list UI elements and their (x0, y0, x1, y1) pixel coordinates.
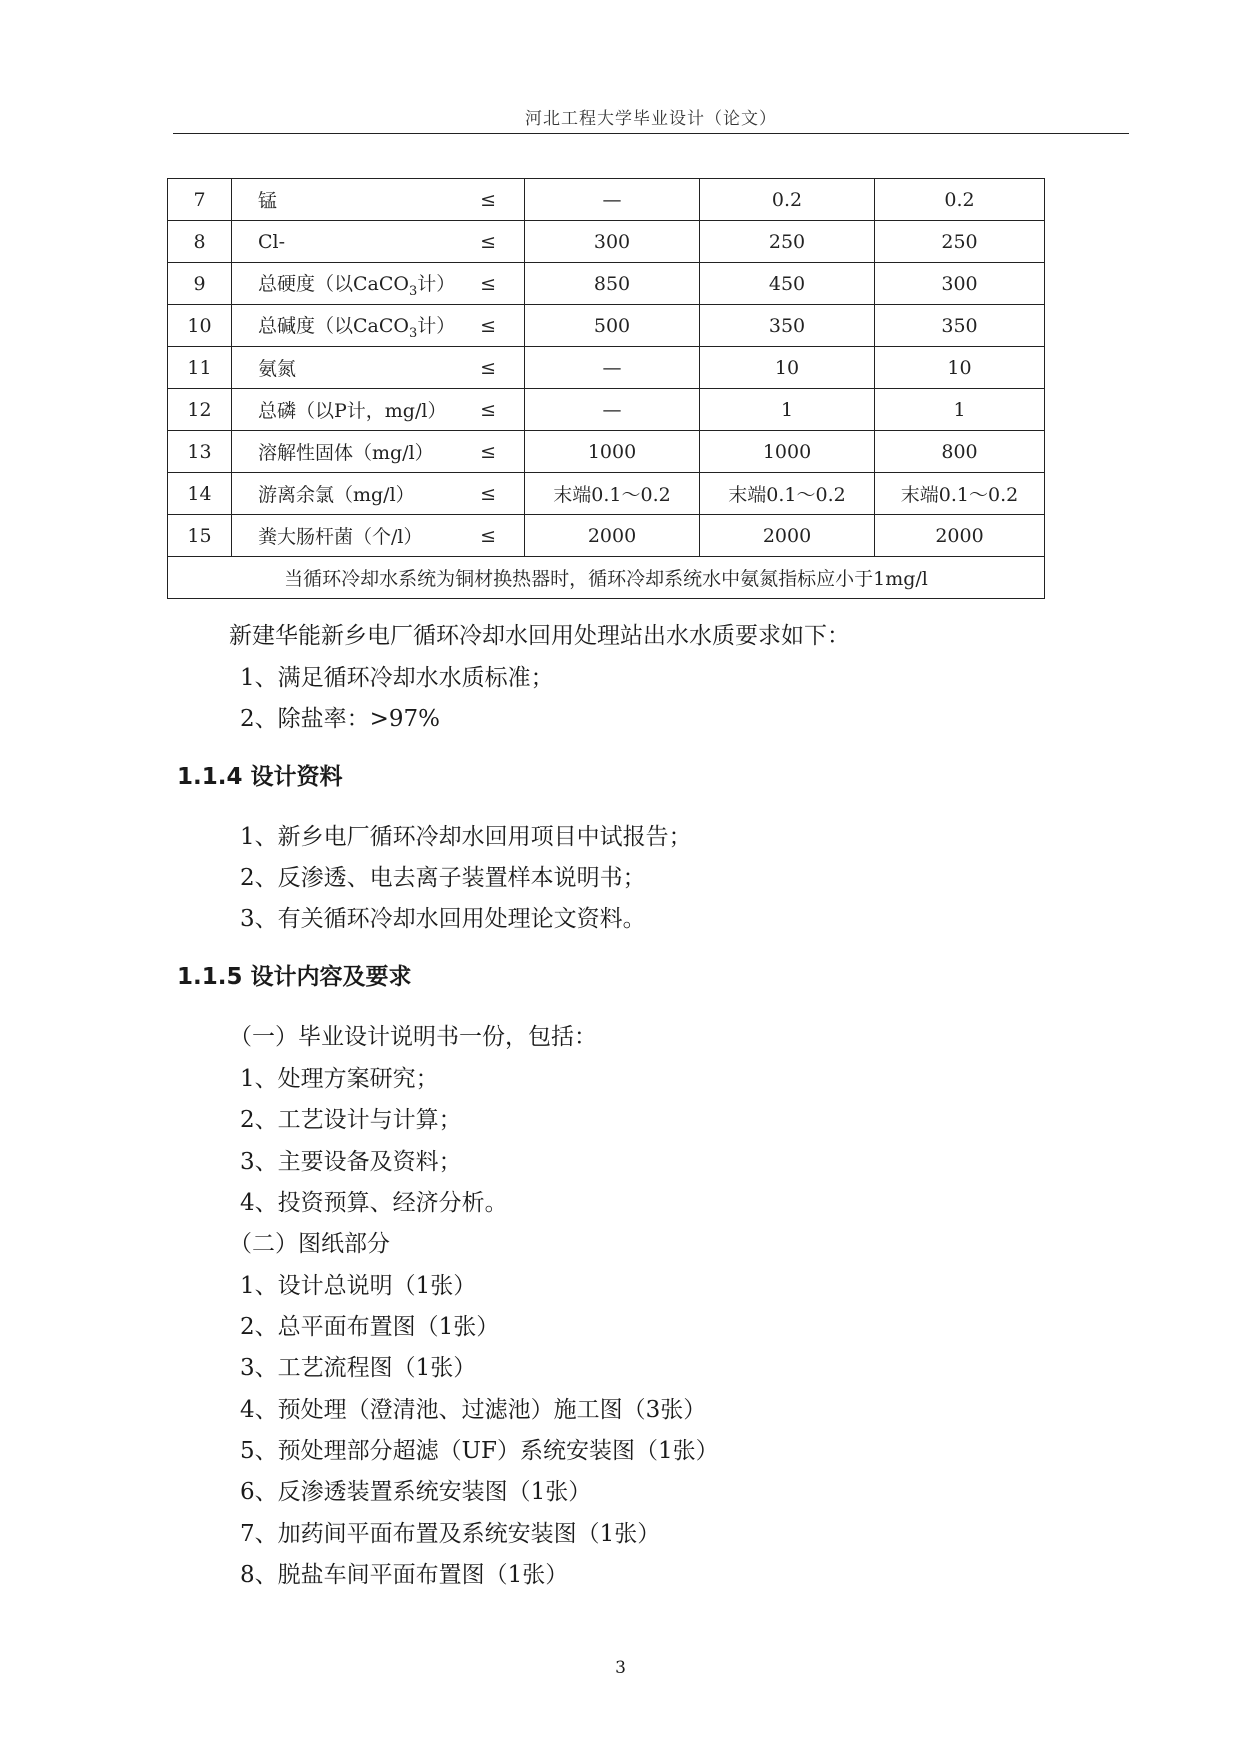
item-cell (232, 515, 525, 557)
section-heading-1-1-4: 1.1.4 设计资料 (177, 764, 343, 790)
table-note-row (168, 557, 1045, 599)
le-symbol: ≤ (480, 524, 496, 547)
item-name: 总碱度（以CaCO (258, 314, 409, 337)
reference-3: 3、有关循环冷却水回用处理论文资料。 (240, 906, 646, 932)
le-symbol: ≤ (480, 188, 496, 211)
value-cell: 350 (700, 305, 875, 347)
row-number: 9 (168, 263, 232, 305)
value-cell: 1 (875, 389, 1045, 431)
page-header: 河北工程大学毕业设计（论文） (525, 109, 777, 129)
table-row (168, 389, 1045, 431)
part-1-title: （一）毕业设计说明书一份，包括： (229, 1024, 597, 1050)
row-number: 11 (168, 347, 232, 389)
value-cell: 850 (525, 263, 700, 305)
part-2-item-5: 5、预处理部分超滤（UF）系统安装图（1张） (240, 1438, 719, 1464)
part-2-item-8: 8、脱盐车间平面布置图（1张） (240, 1562, 569, 1588)
part-2-item-4: 4、预处理（澄清池、过滤池）施工图（3张） (240, 1397, 707, 1423)
value-cell: 1000 (525, 431, 700, 473)
item-name: Cl- (258, 230, 286, 253)
row-number: 14 (168, 473, 232, 515)
le-symbol: ≤ (480, 356, 496, 379)
value-cell: 2000 (700, 515, 875, 557)
value-cell: 10 (875, 347, 1045, 389)
table-row (168, 221, 1045, 263)
item-cell (232, 347, 525, 389)
item-cell (232, 263, 525, 305)
value-cell: — (525, 179, 700, 221)
requirement-2: 2、除盐率：>97% (240, 706, 441, 732)
header-rule (173, 133, 1129, 134)
row-number: 7 (168, 179, 232, 221)
value-cell: 350 (875, 305, 1045, 347)
value-cell: — (525, 347, 700, 389)
item-name: 游离余氯（mg/l） (258, 484, 415, 506)
row-number: 15 (168, 515, 232, 557)
item-cell (232, 179, 525, 221)
value-cell: 250 (700, 221, 875, 263)
value-cell: 1000 (700, 431, 875, 473)
le-symbol: ≤ (480, 314, 496, 337)
item-cell (232, 431, 525, 473)
le-symbol: ≤ (480, 482, 496, 505)
item-cell (232, 221, 525, 263)
intro-paragraph: 新建华能新乡电厂循环冷却水回用处理站出水水质要求如下： (229, 623, 850, 649)
part-2-item-3: 3、工艺流程图（1张） (240, 1355, 477, 1381)
section-heading-1-1-5: 1.1.5 设计内容及要求 (177, 964, 412, 990)
part-2-item-7: 7、加药间平面布置及系统安装图（1张） (240, 1521, 661, 1547)
item-suffix: 计） (417, 272, 456, 295)
part-1-item-2: 2、工艺设计与计算； (240, 1107, 462, 1133)
part-2-item-6: 6、反渗透装置系统安装图（1张） (240, 1479, 592, 1505)
item-name: 锰 (258, 190, 278, 212)
part-2-title: （二）图纸部分 (229, 1231, 390, 1257)
value-cell: 末端0.1～0.2 (525, 473, 700, 515)
le-symbol: ≤ (480, 272, 496, 295)
row-number: 8 (168, 221, 232, 263)
le-symbol: ≤ (480, 398, 496, 421)
page-number: 3 (615, 1658, 626, 1678)
item-cell (232, 305, 525, 347)
value-cell: 末端0.1～0.2 (700, 473, 875, 515)
part-1-item-3: 3、主要设备及资料； (240, 1149, 462, 1175)
part-1-item-4: 4、投资预算、经济分析。 (240, 1190, 508, 1216)
value-cell: 250 (875, 221, 1045, 263)
table-row (168, 515, 1045, 557)
table-row (168, 473, 1045, 515)
value-cell: 800 (875, 431, 1045, 473)
table-row (168, 347, 1045, 389)
value-cell: 300 (525, 221, 700, 263)
item-subscript: 3 (408, 283, 418, 299)
row-number: 10 (168, 305, 232, 347)
table-row (168, 305, 1045, 347)
value-cell: 0.2 (700, 179, 875, 221)
item-name: 总磷（以P计，mg/l） (258, 400, 447, 422)
table-row (168, 431, 1045, 473)
table-row (168, 263, 1045, 305)
part-1-item-1: 1、处理方案研究； (240, 1066, 439, 1092)
part-2-item-1: 1、设计总说明（1张） (240, 1273, 477, 1299)
value-cell: 末端0.1～0.2 (875, 473, 1045, 515)
le-symbol: ≤ (480, 440, 496, 463)
value-cell: 500 (525, 305, 700, 347)
item-cell (232, 389, 525, 431)
value-cell: 1 (700, 389, 875, 431)
item-name: 粪大肠杆菌（个/l） (258, 526, 423, 548)
item-name: 溶解性固体（mg/l） (258, 442, 434, 464)
le-symbol: ≤ (480, 230, 496, 253)
item-cell (232, 473, 525, 515)
table-row (168, 179, 1045, 221)
value-cell: 2000 (875, 515, 1045, 557)
row-number: 13 (168, 431, 232, 473)
item-name: 总硬度（以CaCO (258, 272, 409, 295)
row-number: 12 (168, 389, 232, 431)
part-2-item-2: 2、总平面布置图（1张） (240, 1314, 500, 1340)
requirement-1: 1、满足循环冷却水水质标准； (240, 665, 554, 691)
item-name: 氨氮 (258, 358, 297, 380)
reference-1: 1、新乡电厂循环冷却水回用项目中试报告； (240, 824, 692, 850)
value-cell: — (525, 389, 700, 431)
value-cell: 10 (700, 347, 875, 389)
value-cell: 0.2 (875, 179, 1045, 221)
value-cell: 450 (700, 263, 875, 305)
item-subscript: 3 (408, 325, 418, 341)
value-cell: 300 (875, 263, 1045, 305)
water-quality-table (167, 178, 1045, 599)
table-note: 当循环冷却水系统为铜材换热器时，循环冷却系统水中氨氮指标应小于1mg/l (168, 557, 1045, 599)
item-suffix: 计） (417, 314, 456, 337)
value-cell: 2000 (525, 515, 700, 557)
reference-2: 2、反渗透、电去离子装置样本说明书； (240, 865, 646, 891)
